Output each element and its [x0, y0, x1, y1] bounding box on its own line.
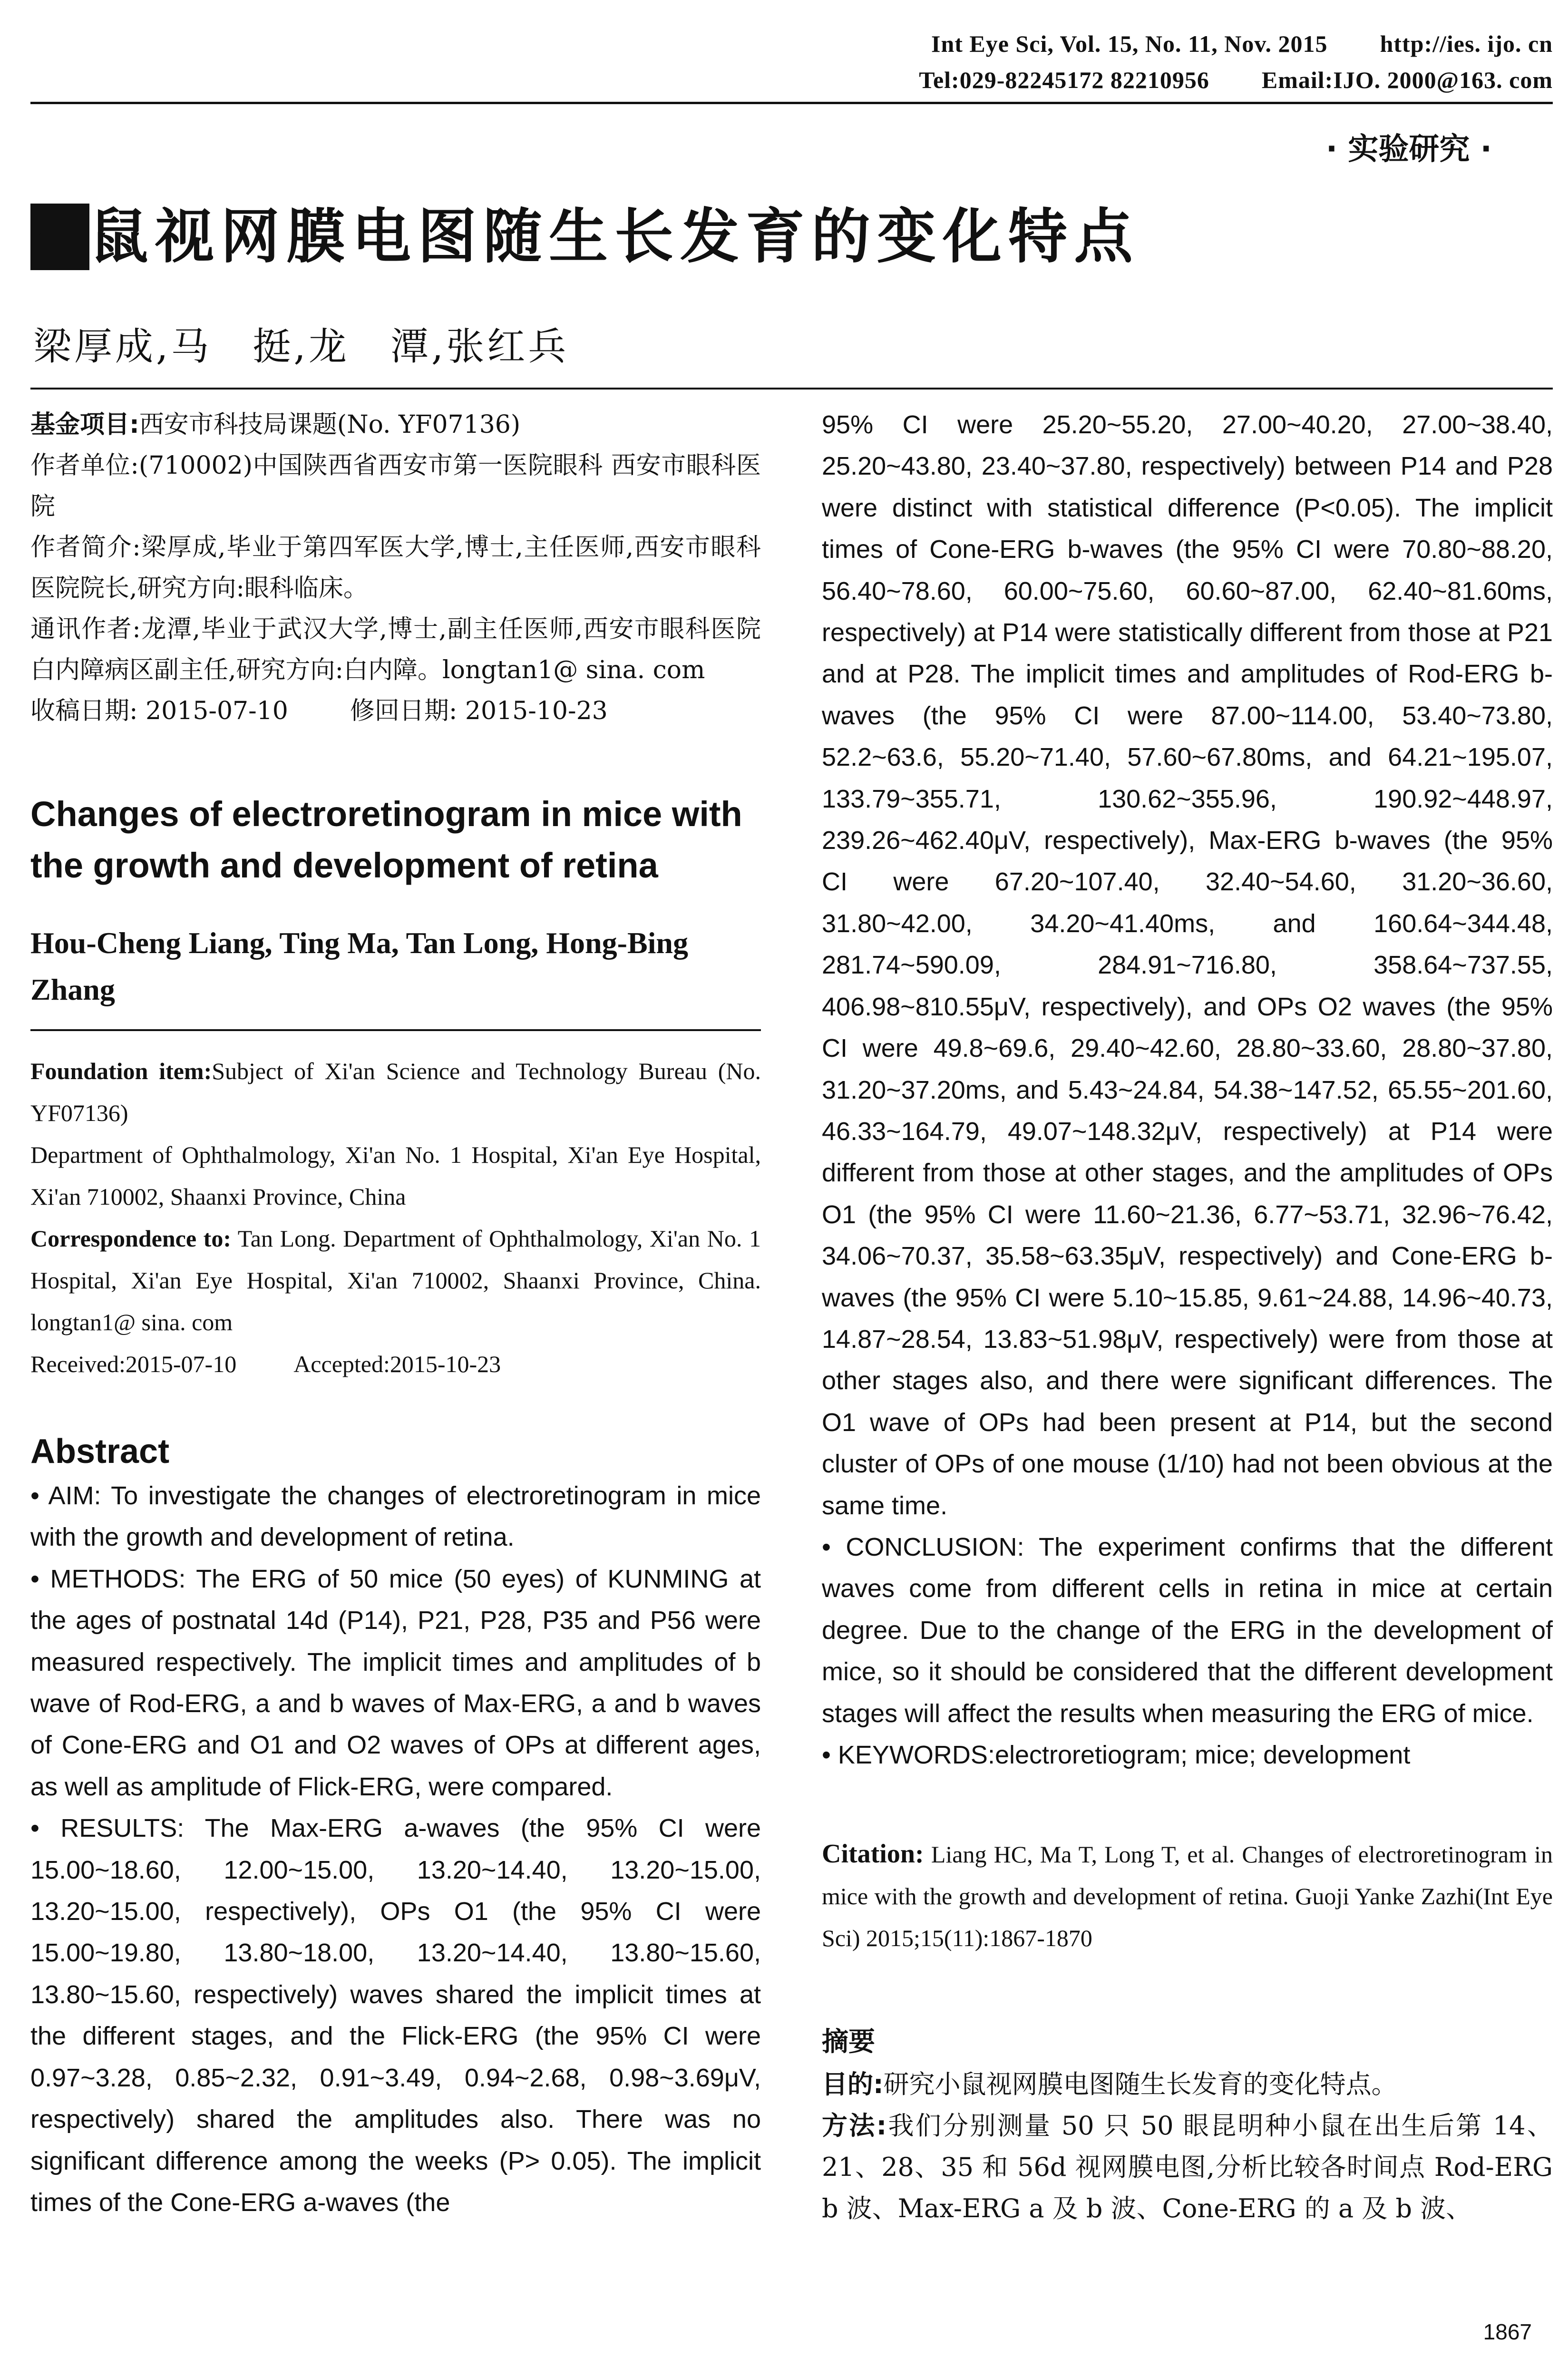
received-date-en: Received:2015-07-10 [30, 1351, 237, 1377]
title-first-char: 小 [30, 203, 97, 271]
abstract-body-left [30, 1475, 761, 2223]
en-authors-rule [30, 1029, 761, 1031]
abstract-results-part1: • RESULTS: The Max-ERG a-waves (the 95% CI were 15.00~18.60, 12.00~15.00, 13.20~14.40, 13.20~15.00, 13.20~15.00, respectively), OPs O1 (the 95% CI were 15.00~19.80, 13.80~18.00, 13.20~14.40, 13.80~15.60, 13.80~15.60, respectively) waves shared the implicit times at the different stages, and the Flick-ERG (the 95% CI were 0.97~3.28, 0.85~2.32, 0.91~3.49, 0.94~2.68, 0.98~3.69μV, respectively) shared the amplitudes also. There was no significant difference among the weeks (P> 0.05). The implicit times of the Cone-ERG a-waves (the [30, 1814, 761, 2217]
header-line-1 [919, 26, 1553, 62]
citation-text: Liang HC, Ma T, Long T, et al. Changes of electroretinogram in mice with the growth and development of retina. Guoji Yanke Zazhi(Int Eye Sci) 2015;15(11):1867-1870 [822, 1841, 1553, 1952]
left-column [30, 404, 761, 2223]
abstract-results-part2: 95% CI were 25.20~55.20, 27.00~40.20, 27.00~38.40, 25.20~43.80, 23.40~37.80, respectively) between P14 and P28 were distinct with statistical difference (P<0.05). The implicit times of Cone-ERG b-waves (the 95% CI were 70.80~88.20, 56.40~78.60, 60.00~75.60, 60.60~87.00, 62.40~81.60ms, respectively) at P14 were statistically different from those at P21 and at P28. The implicit times and amplitudes of Rod-ERG b-waves (the 95% CI were 87.00~114.00, 53.40~73.80, 52.2~63.6, 55.20~71.40, 57.60~67.80ms, and 64.21~195.07, 133.79~355.71, 130.62~355.96, 190.92~448.97, 239.26~462.40μV, respectively), Max-ERG b-waves (the 95% CI were 67.20~107.40, 32.40~54.60, 31.20~36.60, 31.80~42.00, 34.20~41.40ms, and 160.64~344.48, 281.74~590.09, 284.91~716.80, 358.64~737.55, 406.98~810.55μV, respectively), and OPs O2 waves (the 95% CI were 49.8~69.6, 29.40~42.60, 28.80~33.60, 28.80~37.80, 31.20~37.20ms, and 5.43~24.84, 54.38~147.52, 65.55~201.60, 46.33~164.79, 49.07~148.32μV, respectively) at P14 were different from those at other stages, and the amplitudes of OPs O1 (the 95% CI were 11.60~21.36, 6.77~53.71, 32.96~76.42, 34.06~70.37, 35.58~63.35μV, respectively) and Cone-ERG b-waves (the 95% CI were 5.10~15.85, 9.61~24.88, 14.96~40.73, 14.87~28.54, 13.83~51.98μV, respectively) were from those at other stages also, and there were significant differences. The O1 wave of OPs had been present at P14, but the second cluster of OPs of one mouse (1/10) had not been obvious at the same time. [822, 410, 1553, 1520]
accepted-date-en: Accepted:2015-10-23 [293, 1351, 501, 1377]
revised-date-cn: 修回日期: 2015-10-23 [350, 697, 608, 725]
journal-email: Email:IJO. 2000@163. com [1261, 67, 1553, 93]
running-header [919, 26, 1553, 98]
title-cn [30, 204, 1139, 270]
cn-abstract-method: 方法:我们分别测量 50 只 50 眼昆明种小鼠在出生后第 14、21、28、35 和 56d 视网膜电图,分析比较各时间点 Rod-ERG b 波、Max-ERG a 及 b 波、Cone-ERG 的 a 及 b 波、 [822, 2111, 1553, 2224]
cn-foundation: 基金项目:西安市科技局课题(No. YF07136) [30, 410, 521, 439]
title-rest: 鼠视网膜电图随生长发育的变化特点 [89, 203, 1140, 271]
cn-abstract [822, 2021, 1553, 2229]
abstract-conclusion: • CONCLUSION: The experiment confirms that the different waves come from different cells in retina in mice at certain degree. Due to the change of the ERG in the development of mice, so it should be considered that the different development stages will affect the results when measuring the ERG of mice. [822, 1532, 1553, 1728]
cn-correspondence: 通讯作者:龙潭,毕业于武汉大学,博士,副主任医师,西安市眼科医院白内障病区副主任,研究方向:白内障。longtan1@ sina. com [30, 615, 761, 684]
abstract-methods: • METHODS: The ERG of 50 mice (50 eyes) of KUNMING at the ages of postnatal 14d (P14), P21, P28, P35 and P56 were measured respectively. The implicit times and amplitudes of b wave of Rod-ERG, a and b waves of Max-ERG, a and b waves of Cone-ERG and O1 and O2 waves of OPs at different ages, as well as amplitude of Flick-ERG, were compared. [30, 1564, 761, 1801]
cn-meta [30, 404, 761, 731]
cn-abstract-heading: 摘要 [822, 2026, 875, 2058]
abstract-keywords: • KEYWORDS:electroretiogram; mice; development [822, 1741, 1411, 1769]
citation-label: Citation: [822, 1839, 924, 1869]
en-correspondence: Correspondence to: Tan Long. Department of Ophthalmology, Xi'an No. 1 Hospital, Xi'an Eye Hospital, Xi'an 710002, Shaanxi Province, China. longtan1@ sina. com [30, 1225, 761, 1335]
en-authors: Hou-Cheng Liang, Ting Ma, Tan Long, Hong-Bing Zhang [30, 926, 688, 1006]
abstract-body-right [822, 404, 1553, 1776]
en-dates [30, 1343, 761, 1385]
en-foundation: Foundation item:Subject of Xi'an Science and Technology Bureau (No. YF07136) [30, 1058, 761, 1126]
cn-dates [30, 691, 761, 731]
cn-abstract-aim: 目的:研究小鼠视网膜电图随生长发育的变化特点。 [822, 2069, 1397, 2100]
en-meta [30, 1050, 761, 1385]
journal-url: http://ies. ijo. cn [1380, 30, 1553, 57]
header-line-2 [919, 62, 1553, 98]
section-tag: · 实验研究 · [1325, 132, 1492, 167]
cn-affiliation: 作者单位:(710002)中国陕西省西安市第一医院眼科 西安市眼科医院 [30, 451, 761, 521]
journal-citation: Int Eye Sci, Vol. 15, No. 11, Nov. 2015 [931, 30, 1328, 57]
citation [822, 1833, 1553, 1959]
abstract-heading: Abstract [30, 1432, 170, 1471]
cn-bio: 作者简介:梁厚成,毕业于第四军医大学,博士,主任医师,西安市眼科医院院长,研究方向:眼科临床。 [30, 533, 761, 603]
page-number: 1867 [1483, 2319, 1532, 2344]
header-rule [30, 102, 1553, 104]
authors-cn: 梁厚成,马 挺,龙 潭,张红兵 [33, 324, 569, 369]
received-date-cn: 收稿日期: 2015-07-10 [30, 697, 288, 725]
abstract-aim: • AIM: To investigate the changes of electroretinogram in mice with the growth and development of retina. [30, 1481, 761, 1552]
en-title: Changes of electroretinogram in mice with the growth and development of retina [30, 794, 742, 885]
journal-tel: Tel:029-82245172 82210956 [919, 67, 1209, 93]
title-rule [30, 388, 1553, 390]
en-department: Department of Ophthalmology, Xi'an No. 1 Hospital, Xi'an Eye Hospital, Xi'an 710002, Shaanxi Province, China [30, 1141, 761, 1210]
right-column [822, 404, 1553, 2229]
